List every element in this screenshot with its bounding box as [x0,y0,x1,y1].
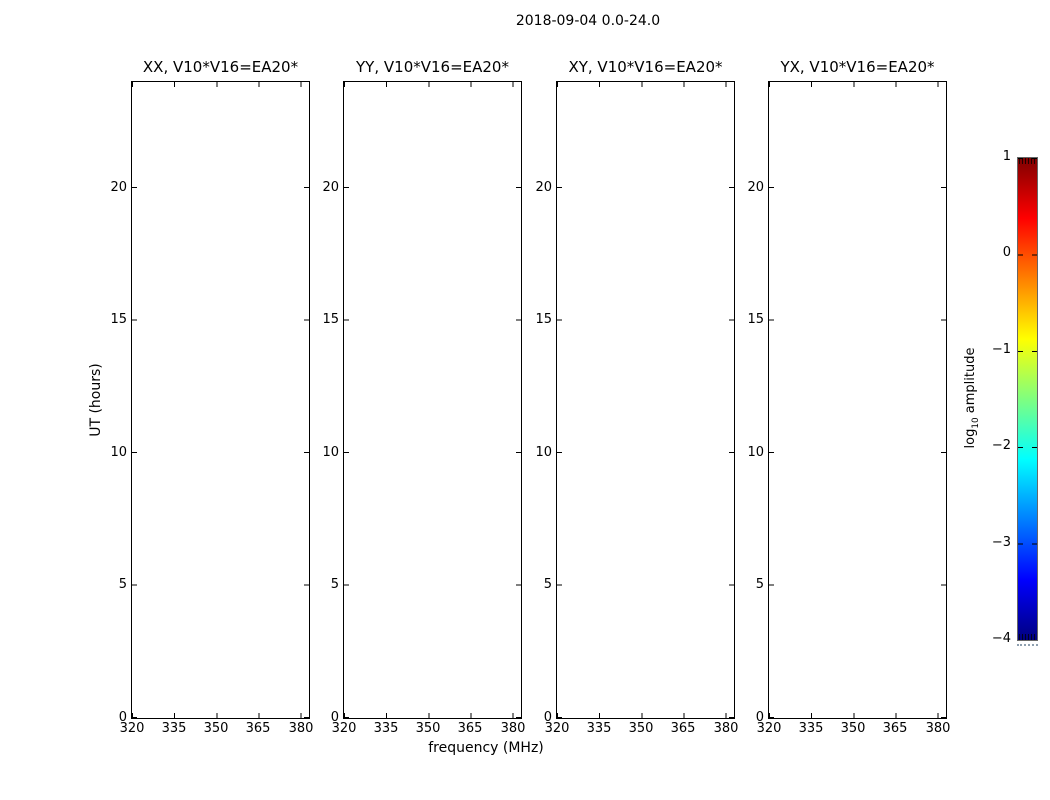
x-tick-label: 335 [586,721,612,736]
y-tick-marks-left [557,82,562,718]
y-tick-label: 0 [755,710,764,725]
x-tick-label: 335 [373,721,399,736]
y-tick-label: 10 [747,445,764,460]
x-tick-label: 320 [331,721,357,736]
y-tick-label: 15 [110,312,127,327]
y-tick-label: 15 [535,312,552,327]
colorbar-tick-marks-left [1018,158,1023,640]
x-tick-marks-bottom [557,713,734,718]
x-tick-label: 365 [457,721,483,736]
y-tick-label: 0 [118,710,127,725]
y-tick-label: 5 [755,577,764,592]
y-tick-label: 5 [330,577,339,592]
x-tick-label: 350 [628,721,654,736]
subplot-xx-title: XX, V10*V16=EA20* [142,58,299,76]
colorbar-label-subscript: 10 [970,417,981,429]
figure-title: 2018-09-04 0.0-24.0 [515,13,661,29]
colorbar-tick-marks-right [1032,158,1037,640]
y-tick-label: 15 [747,312,764,327]
colorbar-label-prefix: log [963,428,979,449]
colorbar-tick-label: −4 [991,631,1011,646]
colorbar-label [963,348,981,449]
x-tick-marks-bottom [132,713,309,718]
x-tick-marks-top [132,82,309,87]
x-tick-label: 380 [288,721,314,736]
y-tick-marks-left [344,82,349,718]
x-tick-label: 380 [713,721,739,736]
y-axis-label: UT (hours) [88,363,104,437]
y-tick-label: 10 [322,445,339,460]
colorbar [1017,157,1038,641]
x-tick-label: 380 [925,721,951,736]
x-tick-marks-top [557,82,734,87]
x-tick-label: 320 [756,721,782,736]
y-tick-label: 10 [535,445,552,460]
y-tick-marks-right [941,82,946,718]
x-tick-label: 350 [203,721,229,736]
colorbar-tick-label: −3 [991,535,1011,550]
colorbar-tick-label: 1 [1002,149,1011,164]
y-tick-label: 0 [543,710,552,725]
y-tick-label: 5 [118,577,127,592]
x-tick-label: 365 [882,721,908,736]
y-tick-marks-left [132,82,137,718]
y-tick-label: 10 [110,445,127,460]
x-tick-label: 335 [161,721,187,736]
subplot-xy [535,58,739,736]
x-tick-label: 320 [119,721,145,736]
x-tick-label: 350 [415,721,441,736]
x-tick-marks-bottom [769,713,946,718]
y-tick-label: 20 [535,180,552,195]
x-tick-label: 320 [544,721,570,736]
y-tick-label: 15 [322,312,339,327]
y-tick-label: 20 [747,180,764,195]
x-tick-marks-top [344,82,521,87]
colorbar-tick-label: 0 [1002,245,1011,260]
subplot-yy-title: YY, V10*V16=EA20* [356,58,509,76]
x-tick-label: 335 [798,721,824,736]
colorbar-label-suffix: amplitude [963,347,979,418]
y-tick-label: 0 [330,710,339,725]
y-tick-label: 20 [322,180,339,195]
y-tick-marks-right [729,82,734,718]
y-tick-label: 20 [110,180,127,195]
y-tick-marks-right [304,82,309,718]
x-tick-label: 380 [500,721,526,736]
colorbar-tick-label: −2 [991,438,1011,453]
subplot-xx [110,58,314,736]
subplot-xy-title: XY, V10*V16=EA20* [568,58,723,76]
x-axis-label: frequency (MHz) [428,740,544,756]
subplot-yy [322,58,526,736]
subplot-yx-title: YX, V10*V16=EA20* [780,58,935,76]
x-tick-label: 365 [245,721,271,736]
y-tick-marks-right [516,82,521,718]
y-tick-label: 5 [543,577,552,592]
x-tick-label: 350 [840,721,866,736]
x-tick-marks-top [769,82,946,87]
x-tick-label: 365 [670,721,696,736]
subplot-yx [747,58,951,736]
colorbar-dotted-edge [1017,644,1038,646]
x-tick-marks-bottom [344,713,521,718]
y-tick-marks-left [769,82,774,718]
colorbar-tick-label: −1 [991,342,1011,357]
